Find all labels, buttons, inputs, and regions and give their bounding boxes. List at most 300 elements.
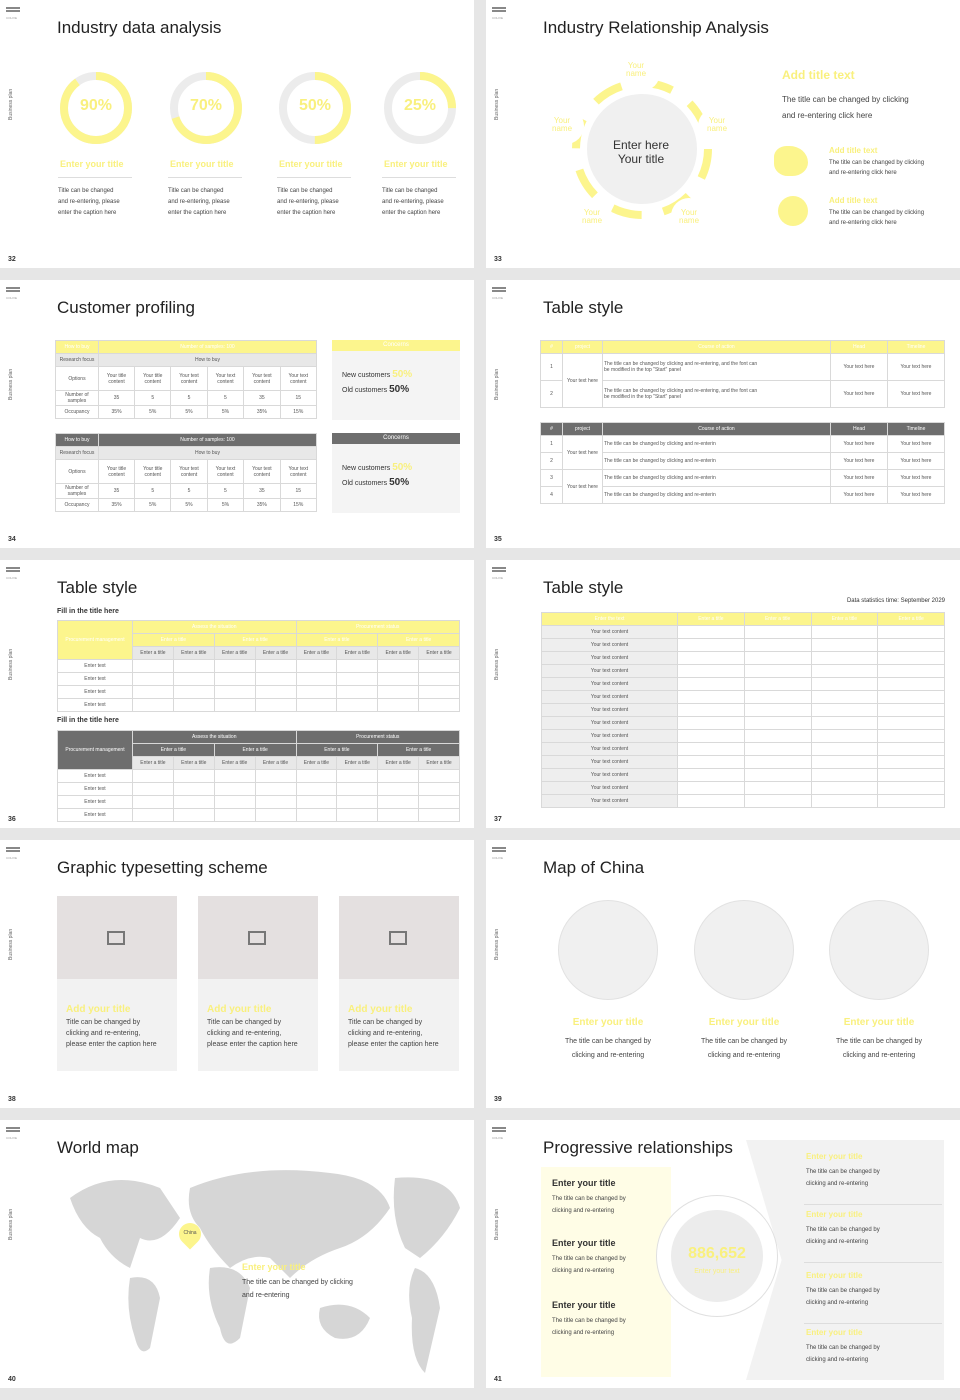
card-title: Add your title xyxy=(66,1004,131,1015)
text: please enter the caption here xyxy=(348,1041,439,1048)
cell: 5% xyxy=(171,499,207,512)
page-number: 33 xyxy=(494,256,502,263)
col-header: Enter a title xyxy=(133,744,215,757)
item-title: Enter your title xyxy=(806,1152,863,1161)
item-title: Add title text xyxy=(829,146,878,155)
side-label: Business plan xyxy=(8,648,14,680)
page-number: 39 xyxy=(494,1096,502,1103)
content-table xyxy=(541,612,945,808)
text: clicking and re-entering xyxy=(571,1052,645,1059)
cell: 15 xyxy=(280,484,316,499)
side-label: Business plan xyxy=(494,648,500,680)
item-title: Enter your title xyxy=(806,1328,863,1337)
logo: COLIVE xyxy=(492,567,506,575)
sub-header: How to buy xyxy=(98,354,316,367)
table-caption: Fill in the title here xyxy=(57,608,119,615)
text: The title can be changed by xyxy=(806,1169,880,1175)
text: The title can be changed by xyxy=(700,1038,787,1045)
cell: The title can be changed by clicking and re-enterin xyxy=(603,470,831,487)
cell: 5 xyxy=(171,484,207,499)
add-title-caption: The title can be changed by clicking and re-entering click here xyxy=(782,95,909,120)
item-caption xyxy=(552,1193,626,1217)
col-header: Enter a title xyxy=(296,634,378,647)
item-title: Enter your title xyxy=(552,1300,616,1310)
row-label: Occupancy xyxy=(56,406,99,419)
slide-35[interactable] xyxy=(486,280,960,548)
col-header: Enter a title xyxy=(378,634,460,647)
item-caption: The title can be changed by clicking and re-entering click here xyxy=(829,160,925,176)
col-header: Timeline xyxy=(888,423,945,436)
sub-header: Enter a title xyxy=(214,757,255,770)
slide-title: Industry Relationship Analysis xyxy=(543,18,769,37)
row-label: Enter text xyxy=(58,770,133,783)
logo: COLIVE xyxy=(492,7,506,15)
side-label: Business plan xyxy=(494,88,500,120)
cell: 5 xyxy=(207,391,243,406)
page-number: 34 xyxy=(8,536,16,543)
slide-title: Map of China xyxy=(543,858,645,877)
globe-title: Enter your title xyxy=(708,1017,780,1028)
row-label: Enter text xyxy=(58,686,133,699)
text: Title can be changed by xyxy=(66,1019,141,1026)
cell: 15% xyxy=(280,406,316,419)
image-card xyxy=(339,896,459,1071)
side-label: Business plan xyxy=(494,1208,500,1240)
slide-title: Customer profiling xyxy=(57,298,195,317)
card-caption xyxy=(66,1017,177,1050)
col-header: Number of samples: 100 xyxy=(98,341,316,354)
sub-header: Enter a title xyxy=(337,647,378,660)
cell: Your text here xyxy=(888,453,945,470)
text: The title can be changed by xyxy=(564,1038,651,1045)
side-label: Business plan xyxy=(494,368,500,400)
row-label: Enter text xyxy=(58,796,133,809)
cell: 5% xyxy=(207,499,243,512)
text: and re-entering, please xyxy=(168,199,230,205)
logo: COLIVE xyxy=(6,287,20,295)
col-header: Head xyxy=(831,423,888,436)
slide-32[interactable] xyxy=(0,0,474,268)
card-title: Add your title xyxy=(207,1004,272,1015)
col-header: Procurement status xyxy=(296,731,460,744)
row-label: Occupancy xyxy=(56,499,99,512)
globe-caption xyxy=(819,1035,939,1063)
cell: Your text here xyxy=(831,453,888,470)
slide-41[interactable] xyxy=(486,1120,960,1388)
image-placeholder xyxy=(339,896,459,979)
page-number: 41 xyxy=(494,1376,502,1383)
logo: COLIVE xyxy=(6,567,20,575)
cell: Your text content xyxy=(244,367,280,391)
row-label: Your text content xyxy=(542,665,678,678)
cell: The title can be changed by clicking and re-enterin xyxy=(603,436,831,453)
text: clicking and re-entering xyxy=(552,1208,615,1214)
globe-icon xyxy=(694,900,794,1000)
cell: 35 xyxy=(98,391,134,406)
cell: Your text here xyxy=(888,436,945,453)
logo: COLIVE xyxy=(492,847,506,855)
slide-title: Industry data analysis xyxy=(57,18,222,37)
cell: Your text content xyxy=(207,460,243,484)
sub-header: Enter a title xyxy=(337,757,378,770)
item-caption xyxy=(806,1224,880,1248)
item-title: Enter your title xyxy=(806,1210,863,1219)
node-name: Your name xyxy=(707,116,728,133)
logo: COLIVE xyxy=(6,7,20,15)
col-header: Enter a title xyxy=(214,744,296,757)
col-header: project xyxy=(563,341,603,354)
sub-header: Research focus xyxy=(56,447,99,460)
row-label: Your text content xyxy=(542,639,678,652)
image-placeholder xyxy=(198,896,318,979)
cell: Your text content xyxy=(244,460,280,484)
image-card xyxy=(57,896,177,1071)
text: please enter the caption here xyxy=(207,1041,298,1048)
action-table-1: # project Course of action Head Timeline 1 Your text here The title can be changed by clicking and re-entering, and the font can be modified in the top "Start" panel Your text here Your text here 2 The title can be changed by clicking and re-entering, and the font can be modified in the top "Start" panel Your text here Your text here xyxy=(540,340,945,408)
globe-icon xyxy=(829,900,929,1000)
text: Title can be changed by xyxy=(207,1019,282,1026)
ring-title: Enter your title xyxy=(170,159,234,169)
text: Title can be changed xyxy=(277,188,333,194)
cell: 5 xyxy=(135,391,171,406)
slide-36[interactable] xyxy=(0,560,474,828)
item-title: Enter your title xyxy=(552,1238,616,1248)
cell: 5% xyxy=(171,406,207,419)
page-number: 40 xyxy=(8,1376,16,1383)
row-label: Enter text xyxy=(58,783,133,796)
cell: Your text here xyxy=(831,354,888,381)
cell: 15 xyxy=(280,391,316,406)
logo: COLIVE xyxy=(492,287,506,295)
col-header: Enter a title xyxy=(678,613,745,626)
cell: Your text here xyxy=(831,381,888,408)
row-label: Enter text xyxy=(58,809,133,822)
text: The title can be changed by xyxy=(552,1256,626,1262)
page-number: 37 xyxy=(494,816,502,823)
row-label: Your text content xyxy=(542,717,678,730)
ring-percent: 90% xyxy=(79,97,113,114)
text: be modified in the top "Start" panel xyxy=(604,367,681,373)
cell: Your title content xyxy=(135,460,171,484)
project-cell: Your text here xyxy=(563,436,603,470)
row-label: Your text content xyxy=(542,769,678,782)
row-header: Procurement management xyxy=(58,731,133,770)
text: please enter the caption here xyxy=(66,1041,157,1048)
slide-33[interactable] xyxy=(486,0,960,268)
profile-table-2 xyxy=(55,433,317,512)
cell: 5 xyxy=(207,484,243,499)
node-name: Your name xyxy=(552,116,573,133)
cell: Your text here xyxy=(831,436,888,453)
text: clicking and re-entering, xyxy=(66,1030,141,1037)
col-header: Enter a title xyxy=(296,744,378,757)
china-map-icon xyxy=(774,146,808,176)
logo: COLIVE xyxy=(492,1127,506,1135)
action-table-2: # project Course of action Head Timeline 1 Your text here The title can be changed by clicking and re-enterin Your text here Your text here 2 The title can be changed by clicking and re-enterin Your text here Your text here 3 Your text here The title can be changed by clicking and re-enterin Your text here Your text here 4 The title can be changed by clicking and re-enterin Your text here Your text here xyxy=(540,422,945,504)
row-label: Your text content xyxy=(542,678,678,691)
divider xyxy=(58,177,132,178)
col-header: How to buy xyxy=(56,434,99,447)
col-header: How to buy xyxy=(56,341,99,354)
text: The title can be changed by xyxy=(835,1038,922,1045)
text: Title can be changed by xyxy=(348,1019,423,1026)
cell: The title can be changed by clicking and re-enterin xyxy=(603,453,831,470)
text: clicking and re-entering xyxy=(806,1300,869,1306)
item-caption: The title can be changed by clicking and re-entering click here xyxy=(829,210,925,226)
text: The title can be changed by xyxy=(552,1196,626,1202)
text: The title can be changed by clicking and re-entering, and the font can xyxy=(604,361,758,367)
slide-37[interactable] xyxy=(486,560,960,828)
col-header: Enter a title xyxy=(811,613,878,626)
procurement-table-2 xyxy=(57,730,460,822)
slide-title: Table style xyxy=(543,578,624,597)
side-label: Business plan xyxy=(8,88,14,120)
side-label: Business plan xyxy=(494,928,500,960)
col-header: Course of action xyxy=(603,423,831,436)
slide-title: Progressive relationships xyxy=(543,1138,733,1157)
row-label: Your text content xyxy=(542,795,678,808)
text: and re-entering, please xyxy=(382,199,444,205)
globe-caption xyxy=(548,1035,668,1063)
cell: 35 xyxy=(244,391,280,406)
slide-title: Graphic typesetting scheme xyxy=(57,858,268,877)
ring-caption xyxy=(277,186,339,219)
cell: Your text here xyxy=(888,354,945,381)
stats-time: Data statistics time: September 2029 xyxy=(846,598,945,604)
divider xyxy=(804,1262,942,1263)
col-header: Timeline xyxy=(888,341,945,354)
ring-title: Enter your title xyxy=(279,159,343,169)
ring-percent: 25% xyxy=(403,97,437,114)
cell: 5% xyxy=(207,406,243,419)
text: clicking and re-entering, xyxy=(348,1030,423,1037)
ring-caption xyxy=(168,186,230,219)
col-header: Enter a title xyxy=(214,634,296,647)
globe-icon xyxy=(778,196,808,226)
cell: Your text here xyxy=(888,487,945,504)
slide-40[interactable] xyxy=(0,1120,474,1388)
ring-title: Enter your title xyxy=(60,159,124,169)
profile-table-1 xyxy=(55,340,317,419)
cell: Your text content xyxy=(171,367,207,391)
cell: 35 xyxy=(244,484,280,499)
cell: 35 xyxy=(98,484,134,499)
item-caption xyxy=(806,1166,880,1190)
side-label: Business plan xyxy=(8,1208,14,1240)
slide-title: Table style xyxy=(543,298,624,317)
text: enter the caption here xyxy=(168,210,227,216)
row-header: Procurement management xyxy=(58,621,133,660)
item-caption xyxy=(552,1253,626,1277)
row-label: Number of samples xyxy=(56,391,99,406)
cell: 35% xyxy=(244,499,280,512)
row-label: Number of samples xyxy=(56,484,99,499)
image-icon xyxy=(389,931,407,945)
text: Title can be changed xyxy=(382,188,438,194)
center-title: Enter here Your title xyxy=(612,138,670,166)
cell: Your text content xyxy=(171,460,207,484)
sub-header: Enter a title xyxy=(133,647,174,660)
row-label: Your text content xyxy=(542,743,678,756)
divider xyxy=(168,177,242,178)
divider xyxy=(804,1323,942,1324)
slide-38[interactable] xyxy=(0,840,474,1108)
image-placeholder xyxy=(57,896,177,979)
slide-title: Table style xyxy=(57,578,138,597)
table-caption: Fill in the title here xyxy=(57,717,119,724)
concerns-header: Concerns xyxy=(332,340,460,351)
item-caption xyxy=(806,1285,880,1309)
node-name: Your name xyxy=(626,61,647,78)
page-number: 36 xyxy=(8,816,16,823)
row-label: Your text content xyxy=(542,730,678,743)
row-label: Enter text xyxy=(58,673,133,686)
card-caption xyxy=(348,1017,459,1050)
sub-header: How to buy xyxy=(98,447,316,460)
text: clicking and re-entering xyxy=(806,1239,869,1245)
sub-header: Research focus xyxy=(56,354,99,367)
sub-header: Enter a title xyxy=(173,757,214,770)
row-label: Options xyxy=(56,460,99,484)
col-header: project xyxy=(563,423,603,436)
slide-39[interactable] xyxy=(486,840,960,1108)
sub-header: Enter a title xyxy=(378,647,419,660)
text: and re-entering, please xyxy=(277,199,339,205)
sub-header: Enter a title xyxy=(419,757,460,770)
sub-header: Enter a title xyxy=(419,647,460,660)
ring-percent: 50% xyxy=(298,97,332,114)
cell: Your text here xyxy=(888,470,945,487)
row-label: Your text content xyxy=(542,652,678,665)
cell: 5 xyxy=(171,391,207,406)
text: enter the caption here xyxy=(277,210,336,216)
pin-label: China xyxy=(183,1230,197,1236)
col-header: Enter the text xyxy=(542,613,678,626)
divider xyxy=(382,177,456,178)
ring-caption xyxy=(58,186,120,219)
card-title: Add your title xyxy=(348,1004,413,1015)
sub-header: Enter a title xyxy=(296,757,337,770)
concerns-header: Concerns xyxy=(332,433,460,444)
text: Title can be changed xyxy=(168,188,224,194)
page-number: 32 xyxy=(8,256,16,263)
cell: Your title content xyxy=(135,367,171,391)
divider xyxy=(277,177,351,178)
concerns-box-1: Concerns New customers 50% Old customers 50% xyxy=(332,340,460,420)
item-title: Add title text xyxy=(829,196,878,205)
image-icon xyxy=(248,931,266,945)
image-icon xyxy=(107,931,125,945)
slide-34[interactable] xyxy=(0,280,474,548)
row-label: Your text content xyxy=(542,782,678,795)
cell: 35% xyxy=(98,406,134,419)
cell: Your title content xyxy=(98,367,134,391)
item-caption xyxy=(552,1315,626,1339)
col-header: Enter a title xyxy=(744,613,811,626)
row-label: Your text content xyxy=(542,756,678,769)
cell: Your text content xyxy=(280,460,316,484)
row-label: Your text content xyxy=(542,691,678,704)
cell: Your text here xyxy=(888,381,945,408)
col-header: Number of samples: 100 xyxy=(98,434,316,447)
text: clicking and re-entering xyxy=(707,1052,781,1059)
text: clicking and re-entering xyxy=(806,1357,869,1363)
side-label: Business plan xyxy=(8,928,14,960)
cell: 5 xyxy=(135,484,171,499)
cell: 5% xyxy=(135,406,171,419)
text: The title can be changed by xyxy=(552,1318,626,1324)
big-number-caption: Enter your text xyxy=(694,1268,740,1275)
slide-title: World map xyxy=(57,1138,139,1157)
ring-title: Enter your title xyxy=(384,159,448,169)
cell: Your title content xyxy=(98,460,134,484)
cell: 5% xyxy=(135,499,171,512)
text: clicking and re-entering xyxy=(842,1052,916,1059)
divider xyxy=(804,1204,942,1205)
col-header: # xyxy=(541,423,563,436)
logo: COLIVE xyxy=(6,847,20,855)
text: clicking and re-entering, xyxy=(207,1030,282,1037)
col-header: Procurement status xyxy=(296,621,460,634)
card-caption xyxy=(207,1017,318,1050)
col-header: Head xyxy=(831,341,888,354)
page-number: 38 xyxy=(8,1096,16,1103)
sub-header: Enter a title xyxy=(378,757,419,770)
text: and re-entering, please xyxy=(58,199,120,205)
sub-header: Enter a title xyxy=(133,757,174,770)
row-label: Options xyxy=(56,367,99,391)
cell: Your text here xyxy=(831,470,888,487)
big-number: 886,652 xyxy=(688,1245,746,1262)
sub-header: Enter a title xyxy=(255,647,296,660)
text: The title can be changed by xyxy=(806,1227,880,1233)
row-label: Your text content xyxy=(542,704,678,717)
text: clicking and re-entering xyxy=(806,1181,869,1187)
row-label: Enter text xyxy=(58,699,133,712)
globe-caption xyxy=(684,1035,804,1063)
item-title: Enter your title xyxy=(806,1271,863,1280)
globe-title: Enter your title xyxy=(843,1017,915,1028)
cell: The title can be changed by clicking and re-enterin xyxy=(603,487,831,504)
map-caption: The title can be changed by clicking and re-entering xyxy=(242,1279,353,1299)
text: Title can be changed xyxy=(58,188,114,194)
sub-header: Enter a title xyxy=(255,757,296,770)
col-header: Enter a title xyxy=(378,744,460,757)
page-number: 35 xyxy=(494,536,502,543)
add-title: Add title text xyxy=(782,68,855,82)
item-caption xyxy=(806,1342,880,1366)
cell: 35% xyxy=(244,406,280,419)
col-header: Course of action xyxy=(603,341,831,354)
col-header: Assess the situation xyxy=(133,621,297,634)
text: The title can be changed by xyxy=(806,1345,880,1351)
cell: Your text content xyxy=(280,367,316,391)
project-cell: Your text here xyxy=(563,470,603,504)
text: The title can be changed by clicking and re-entering, and the font can xyxy=(604,388,758,394)
col-header: Enter a title xyxy=(878,613,945,626)
sub-header: Enter a title xyxy=(173,647,214,660)
ring-caption xyxy=(382,186,444,219)
concerns-box-2: Concerns New customers 50% Old customers 50% xyxy=(332,433,460,513)
row-label: Your text content xyxy=(542,626,678,639)
project-cell: Your text here xyxy=(563,354,603,408)
sub-header: Enter a title xyxy=(296,647,337,660)
text: enter the caption here xyxy=(58,210,117,216)
item-title: Enter your title xyxy=(552,1178,616,1188)
ring-percent: 70% xyxy=(189,97,223,114)
col-header: # xyxy=(541,341,563,354)
node-name: Your name xyxy=(679,208,700,225)
